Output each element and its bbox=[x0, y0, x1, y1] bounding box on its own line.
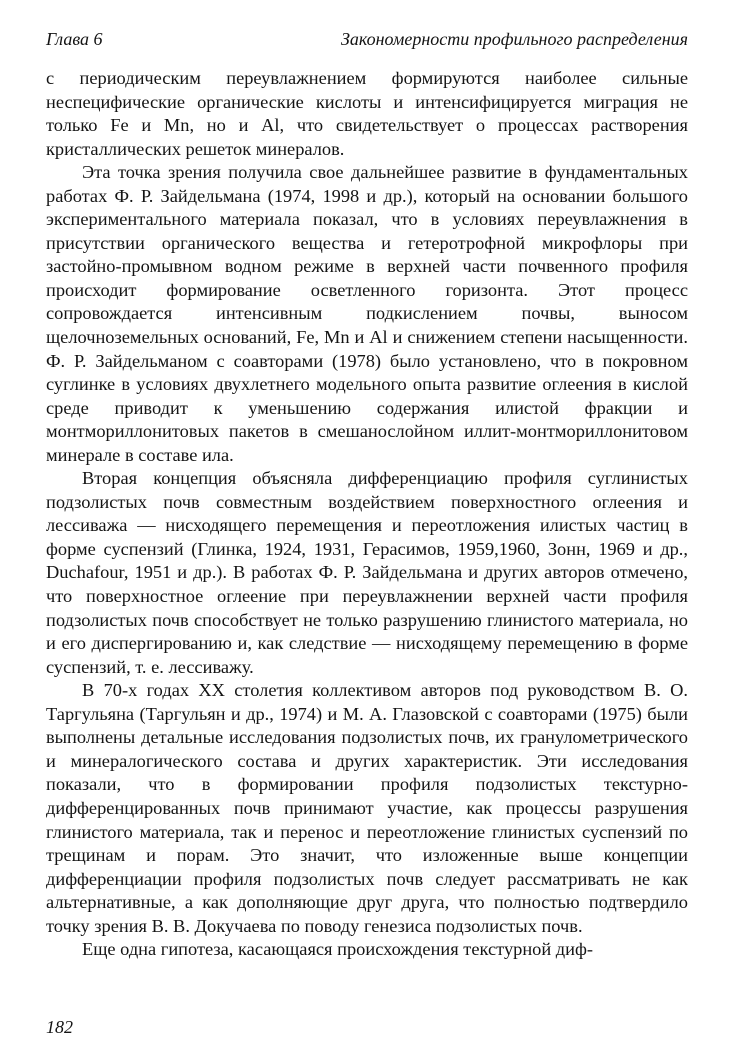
page-number: 182 bbox=[46, 1017, 73, 1037]
chapter-title: Глава 6 bbox=[46, 29, 103, 49]
paragraph: Эта точка зрения получила свое дальнейшее развитие в фундаментальных работах Ф. Р. Зайдельмана (1974, 1998 и др.), который на основании большого экспериментального материала показал, что в условиях переувлажнения в присутствии органического вещества и гетеротрофной микрофлоры при застойно-промывном водном режиме в верхней части почвенного профиля происходит формирование осветленного горизонта. Этот процесс сопровождается интенсивным подкислением почвы, выносом щелочноземельных оснований, Fe, Mn и Al и снижением степени насыщенности. Ф. Р. Зайдельманом с соавторами (1978) было установлено, что в покровном суглинке в условиях двухлетнего модельного опыта развитие оглеения в кислой среде приводит к уменьшению содержания илистой фракции и монтмориллонитовых пакетов в смешанослойном иллит-монтмориллонитовом минерале в составе ила. bbox=[46, 162, 688, 465]
paragraph: Вторая концепция объясняла дифференциацию профиля суглинистых подзолистых почв совместным воздействием поверхностного оглеения и лессиважа — нисходящего перемещения и переотложения илистых частиц в форме суспензий (Глинка, 1924, 1931, Герасимов, 1959,1960, Зонн, 1969 и др., Duchafour, 1951 и др.). В работах Ф. Р. Зайдельмана и других авторов отмечено, что поверхностное оглеение при переувлажнении верхней части профиля подзолистых почв способствует не только разрушению глинистого материала, но и его диспергированию и, как следствие — нисходящему перемещению в форме суспензий, т. е. лессиважу. bbox=[46, 468, 688, 677]
paragraph: В 70-х годах XX столетия коллективом авторов под руководством В. О. Таргульяна (Таргульян и др., 1974) и М. А. Глазовской с соавторами (1975) были выполнены детальные исследования подзолистых почв, их гранулометрического и минералогического состава и других характеристик. Эти исследования показали, что в формировании профиля подзолистых текстурно-дифференцированных почв принимают участие, как процессы разрушения глинистого материала, так и перенос и переотложение глинистых суспензий по трещинам и порам. Это значит, что изложенные выше концепции дифференциации профиля подзолистых почв следует рассматривать не как альтернативные, а как дополняющие друг друга, что полностью подтвердило точку зрения В. В. Докучаева по поводу генезиса подзолистых почв. bbox=[46, 680, 688, 936]
section-title: Закономерности профильного распределения bbox=[340, 29, 688, 49]
paragraph-last: Еще одна гипотеза, касающаяся происхождения текстурной диф- bbox=[82, 939, 594, 960]
body-text bbox=[46, 67, 688, 962]
running-header bbox=[46, 27, 688, 51]
paragraph-continuation: с периодическим переувлажнением формируются наиболее сильные неспецифические органические кислоты и интенсифицируется миграция не только Fe и Mn, но и Al, что свидетельствует о процессах растворения кристаллических решеток минералов. bbox=[46, 68, 688, 159]
